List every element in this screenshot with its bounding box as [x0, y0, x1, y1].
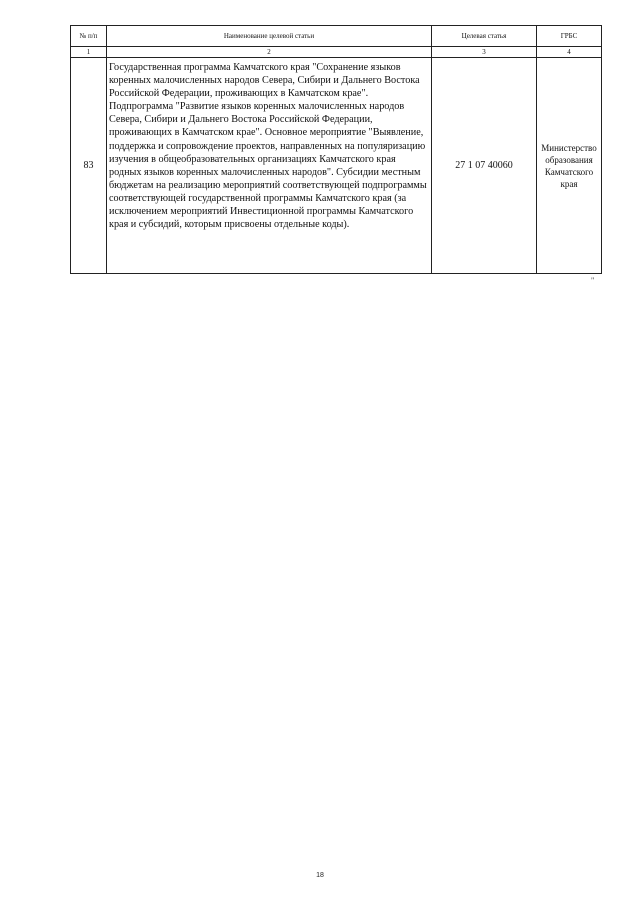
column-number: 1 [71, 47, 107, 58]
column-number-row [71, 47, 602, 58]
header-target-code: Целевая статья [432, 26, 537, 47]
row-description: Государственная программа Камчатского края "Сохранение языков коренных малочисленных народов Севера, Сибири и Дальнего Востока Российской Федерации, проживающих в Камчатском крае". Подпрограмма "Развитие языков коренных малочисленных народов Севера, Сибири и Дальнего Востока Российской Федерации, проживающих в Камчатском крае". Основное мероприятие "Выявление, поддержка и сопровождение проектов, направленных на популяризацию изучения в общеобразовательных организациях Камчатского края родных языков коренных малочисленных народов". Субсидии местным бюджетам на реализацию мероприятий соответствующей подпрограммы соответствующей государственной программы Камчатского края (за исключением мероприятий Инвестиционной программы Камчатского края и субсидий, которым присвоены отдельные коды). [107, 58, 432, 274]
header-name: Наименование целевой статьи [107, 26, 432, 47]
header-number: № п/п [71, 26, 107, 47]
header-grbs: ГРБС [537, 26, 602, 47]
row-number: 83 [71, 58, 107, 274]
closing-quote-mark: " [591, 276, 595, 285]
budget-table [70, 25, 602, 274]
column-number: 2 [107, 47, 432, 58]
column-number: 4 [537, 47, 602, 58]
table-header-row [71, 26, 602, 47]
row-target-code: 27 1 07 40060 [432, 58, 537, 274]
column-number: 3 [432, 47, 537, 58]
table-row [71, 58, 602, 274]
row-grbs: Министерство образования Камчатского края [537, 58, 602, 274]
page-number: 18 [316, 872, 324, 879]
